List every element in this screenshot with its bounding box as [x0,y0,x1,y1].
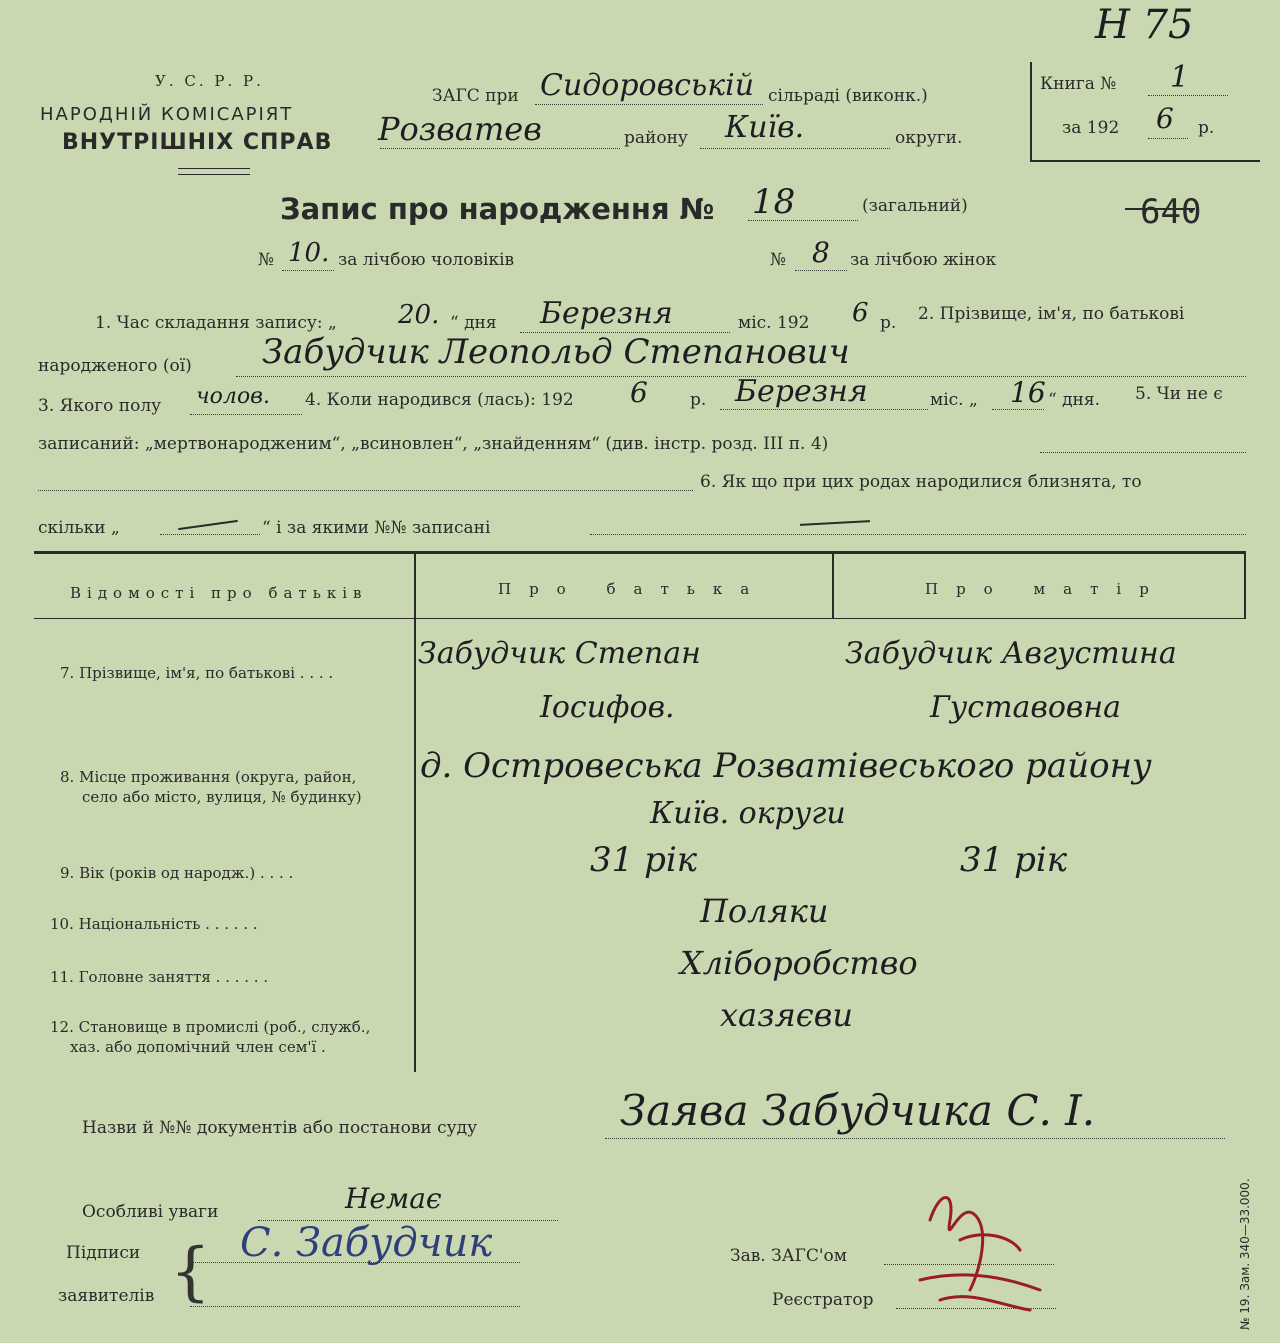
field6-blank-line [38,490,693,491]
field1-year-prefix: міс. 192 [738,313,810,333]
residence-line1: д. Островеська Розватівеського району [420,746,1152,786]
ministry-line2: ВНУТРІШНІХ СПРАВ [62,130,333,155]
field3-value: чолов. [196,384,270,409]
table-col-mother: Про матір [925,580,1167,598]
field2-label2: народженого (ої) [38,356,192,376]
record-number-line [748,220,858,221]
zags-village-value: Сидоровській [540,68,755,103]
okrug-label: округи. [895,128,963,148]
row-8-label-a: 8. Місце проживання (округа, район, [60,768,357,786]
status-value: хазяєви [720,996,853,1034]
mother-age: 31 рік [960,840,1068,880]
field6-line2a: скільки „ [38,518,120,538]
women-number: 8 [812,236,830,269]
field4-year-digit: 6 [630,376,648,409]
signatures-brace: { [170,1235,211,1309]
row-7-label: 7. Прізвище, ім'я, по батькові . . . . [60,664,334,682]
zags-prefix: ЗАГС при [432,86,519,106]
mother-name-line2: Густавовна [930,690,1122,725]
ussr-label: У. С. Р. Р. [155,72,264,90]
book-number: 1 [1170,60,1190,95]
residence-line2: Київ. округи [650,796,846,831]
field4-mis: міс. „ [930,390,978,410]
field3-line [190,414,302,415]
field4-month-line [720,409,928,410]
row-9-label: 9. Вік (років од народж.) . . . . [60,864,294,882]
field6-line2b: “ і за якими №№ записані [262,518,491,538]
field2-value: Забудчик Леопольд Степанович [262,332,850,372]
header-rule-2 [178,174,250,175]
district-value: Розватев [378,110,542,148]
zags-village-line [535,104,763,105]
field6-numbers-dash [800,520,870,526]
occupation-value: Хліборобство [680,944,918,982]
field4-day: 16 [1010,376,1046,409]
okrug-value: Київ. [725,110,805,145]
men-number-line [282,270,334,271]
row-10-label: 10. Національність . . . . . . [50,915,258,933]
district-line [380,148,620,149]
table-col-info: Відомості про батьків [70,584,368,602]
row-12-label-a: 12. Становище в промислі (роб., служб., [50,1018,371,1036]
applicant-line-1 [190,1262,520,1263]
documents-label: Назви й №№ документів або постанови суду [82,1118,478,1138]
table-divider-2 [832,552,834,618]
applicant-line-2 [190,1306,520,1307]
field5-line [1040,452,1246,453]
mother-name-line1: Забудчик Августина [845,636,1177,671]
field1-month: Березня [540,296,673,331]
men-number: 10. [288,238,330,268]
record-general-label: (загальний) [862,196,968,216]
row-11-label: 11. Головне заняття . . . . . . [50,968,269,986]
field3-label: 3. Якого полу [38,396,162,416]
table-top-rule [34,551,1246,554]
field6-numbers-line [590,534,1246,535]
book-label: Книга № [1040,74,1117,94]
book-year-prefix: за 192 [1062,118,1120,138]
head-label: Зав. ЗАГС'ом [730,1246,847,1266]
page-number: 640 [1140,192,1202,232]
father-name-line2: Іосифов. [540,690,675,725]
field1-year-digit: 6 [852,298,869,328]
field1-end: р. [880,313,897,333]
signatures-label-2: заявителів [58,1286,155,1306]
book-year-digit: 6 [1156,102,1174,135]
zags-suffix: сільраді (виконк.) [768,86,928,106]
field6-count-dash [178,520,238,530]
field6-label: 6. Як що при цих родах народилися близнята, то [700,472,1142,492]
father-name-line1: Забудчик Степан [418,636,701,671]
women-label: за лічбою жінок [850,250,997,270]
notes-value: Немає [345,1182,442,1215]
field4-month: Березня [735,374,868,409]
page-number-strike [1125,208,1195,210]
table-header-rule [34,618,1246,619]
book-box-left [1030,62,1032,162]
table-col-father: Про батька [498,580,768,598]
field4-end: “ дня. [1048,390,1101,410]
record-title: Запис про народження № [280,192,715,226]
row-12-label-b: хаз. або допомічний член сем'ї . [70,1038,326,1056]
header-rule-1 [178,168,250,169]
field4-day-line [992,409,1044,410]
district-label: району [624,128,688,148]
field6-count-line [160,534,260,535]
field2-label: 2. Прізвище, ім'я, по батькові [918,304,1185,324]
field4-label: 4. Коли народився (лась): 192 [305,390,574,410]
book-number-line [1148,95,1228,96]
notes-label: Особливі уваги [82,1202,219,1222]
table-divider-3 [1244,552,1246,618]
applicant-signature: С. Забудчик [240,1220,493,1266]
documents-value: Заява Забудчика С. І. [620,1086,1096,1135]
okrug-line [700,148,890,149]
father-age: 31 рік [590,840,698,880]
documents-line [605,1138,1225,1139]
field1-day: 20. [398,300,440,330]
men-prefix: № [258,250,275,270]
ministry-line1: НАРОДНІЙ КОМІСАРІЯТ [40,104,294,125]
book-year-suffix: р. [1198,118,1215,138]
women-number-line [795,270,847,271]
head-red-signature [900,1180,1050,1330]
signatures-label-1: Підписи [66,1243,141,1263]
field1-mid: “ дня [450,313,497,333]
record-number: 18 [752,182,796,222]
field4-mid: р. [690,390,707,410]
field5-label: 5. Чи не є [1135,384,1223,404]
book-year-line [1148,138,1188,139]
archive-mark: Н 75 [1095,2,1194,48]
table-divider-1 [414,552,416,1072]
women-prefix: № [770,250,787,270]
row-8-label-b: село або місто, вулиця, № будинку) [82,788,362,806]
nationality-value: Поляки [700,892,829,930]
field5-line2: записаний: „мертвонародженим“, „всиновлен“, „знайденням“ (див. інстр. розд. III п. 4) [38,434,829,454]
field1-label: 1. Час складання запису: „ [95,313,337,333]
men-label: за лічбою чоловіків [338,250,515,270]
side-print-code: № 19. Зам. 340—33.000. [1238,1178,1252,1330]
registrar-label: Реєстратор [772,1290,874,1310]
book-box-bottom [1030,160,1260,162]
